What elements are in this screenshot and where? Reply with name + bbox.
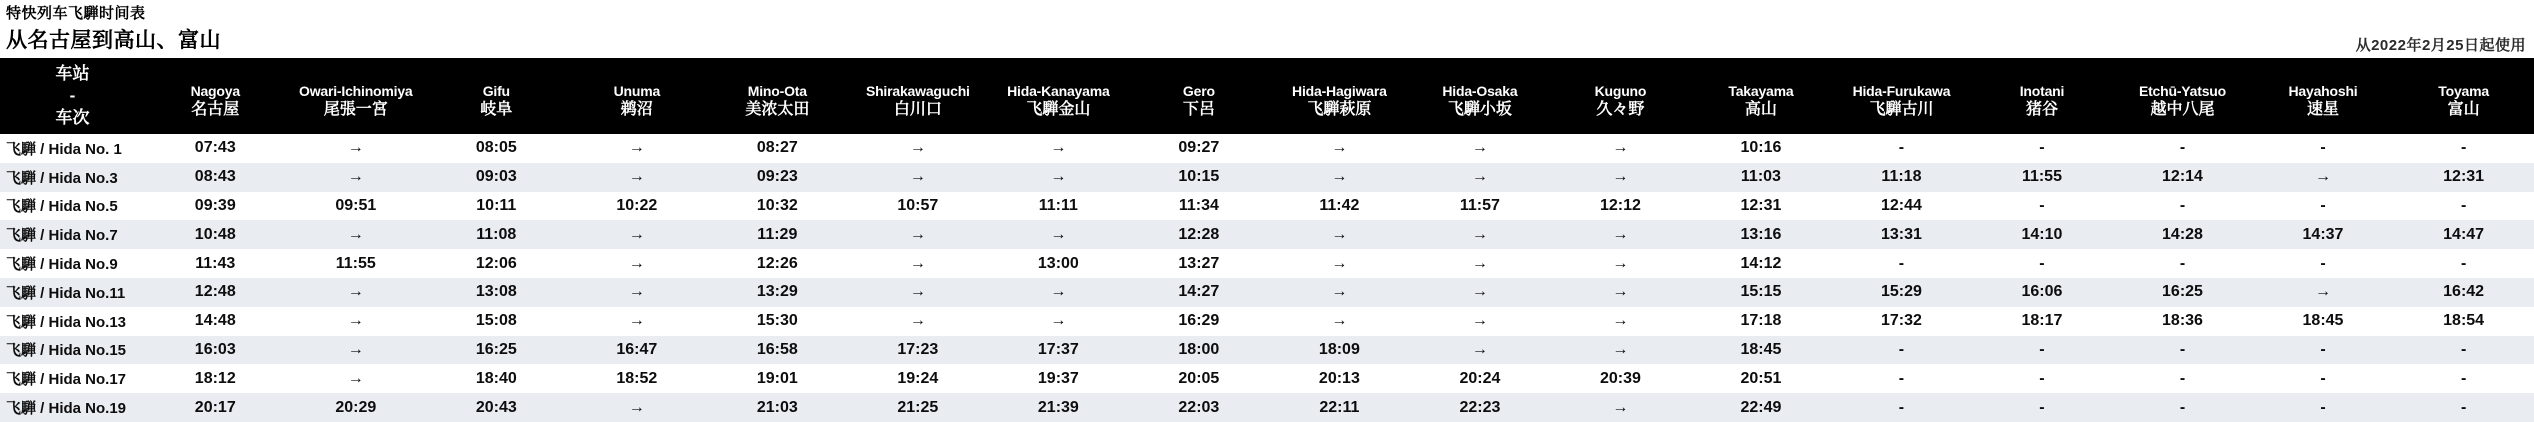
time-cell: 18:09 <box>1318 340 1360 358</box>
timetable-table <box>0 58 2534 422</box>
time-cell: 11:43 <box>195 254 236 272</box>
time-cell: 14:27 <box>1178 283 1220 301</box>
pass-arrow-cell: → <box>1471 340 1488 358</box>
station-name-zh: 久々野 <box>1596 100 1645 118</box>
time-cell: 22:23 <box>1459 398 1501 416</box>
pass-arrow-cell: → <box>347 312 364 330</box>
station-name-en: Hida-Hagiwara <box>1292 82 1387 99</box>
time-cell: 21:25 <box>897 398 939 416</box>
pass-arrow-cell: → <box>347 340 364 358</box>
time-cell: 12:14 <box>2162 168 2203 186</box>
station-name-en: Shirakawaguchi <box>865 82 970 99</box>
time-cell: 16:03 <box>194 340 236 358</box>
pass-arrow-cell: → <box>1331 254 1348 272</box>
time-cell: 20:29 <box>335 398 377 416</box>
station-header <box>2393 58 2534 134</box>
time-cell: 11:55 <box>335 254 376 272</box>
station-name-zh: 下呂 <box>1182 100 1215 118</box>
table-row <box>0 336 2534 365</box>
station-header <box>1972 58 2113 134</box>
effective-date-note: 从2022年2月25日起使用 <box>2355 37 2526 54</box>
pass-arrow-cell: → <box>1331 225 1348 243</box>
time-cell: 12:28 <box>1178 225 1220 243</box>
timetable-header <box>0 58 2534 134</box>
time-cell: 13:31 <box>1880 225 1922 243</box>
page-subtitle: 从名古屋到高山、富山 <box>6 29 221 52</box>
time-cell: 19:01 <box>756 369 798 387</box>
station-name-zh: 飞騨小坂 <box>1447 100 1512 118</box>
pass-arrow-cell: → <box>1612 254 1629 272</box>
time-cell: 14:48 <box>194 312 236 330</box>
station-name-en: Hida-Furukawa <box>1852 82 1951 99</box>
pass-arrow-cell: → <box>1471 139 1488 157</box>
no-service-cell: - <box>2039 340 2045 358</box>
station-name-en: Nagoya <box>190 82 240 99</box>
station-name-zh: 飞騨金山 <box>1026 100 1091 118</box>
time-cell: 10:15 <box>1178 168 1220 186</box>
pass-arrow-cell: → <box>909 312 926 330</box>
station-name-zh: 名古屋 <box>191 100 240 118</box>
time-cell: 08:05 <box>475 139 517 157</box>
train-name: 飞騨 / Hida No.15 <box>6 342 127 360</box>
station-header <box>1691 58 1832 134</box>
table-row <box>0 307 2534 336</box>
table-row <box>0 192 2534 221</box>
station-name-zh: 富山 <box>2447 100 2480 118</box>
station-header <box>567 58 708 134</box>
time-cell: 13:00 <box>1037 254 1079 272</box>
pass-arrow-cell: → <box>1331 139 1348 157</box>
no-service-cell: - <box>1898 254 1905 272</box>
time-cell: 17:37 <box>1037 340 1079 358</box>
pass-arrow-cell: → <box>2314 168 2331 186</box>
pass-arrow-cell: → <box>1471 254 1488 272</box>
pass-arrow-cell: → <box>909 139 926 157</box>
time-cell: 19:37 <box>1037 369 1079 387</box>
time-cell: 11:55 <box>2021 168 2062 186</box>
station-name-en: Etchū-Yatsuo <box>2138 82 2226 99</box>
pass-arrow-cell: → <box>1471 168 1488 186</box>
time-cell: 16:25 <box>475 340 517 358</box>
time-cell: 13:29 <box>756 283 798 301</box>
time-cell: 14:47 <box>2443 225 2485 243</box>
time-cell: 18:54 <box>2443 312 2485 330</box>
no-service-cell: - <box>2039 139 2045 157</box>
no-service-cell: - <box>2179 369 2186 387</box>
time-cell: 15:08 <box>475 312 517 330</box>
pass-arrow-cell: → <box>909 225 926 243</box>
time-cell: 14:10 <box>2021 225 2063 243</box>
time-cell: 10:32 <box>756 196 798 214</box>
no-service-cell: - <box>2460 369 2467 387</box>
no-service-cell: - <box>2179 139 2186 157</box>
corner-header-line2: - <box>69 86 76 105</box>
time-cell: 11:11 <box>1038 196 1078 214</box>
time-cell: 15:30 <box>756 312 798 330</box>
station-header <box>1831 58 1972 134</box>
no-service-cell: - <box>2320 196 2326 214</box>
time-cell: 09:23 <box>756 168 798 186</box>
time-cell: 12:31 <box>1740 196 1782 214</box>
station-header <box>1550 58 1691 134</box>
station-name-zh: 猪谷 <box>2025 100 2058 118</box>
table-row <box>0 364 2534 393</box>
time-cell: 20:43 <box>475 398 517 416</box>
station-name-en: Hida-Kanayama <box>1007 82 1110 99</box>
pass-arrow-cell: → <box>628 168 645 186</box>
pass-arrow-cell: → <box>1050 168 1067 186</box>
no-service-cell: - <box>1898 139 1905 157</box>
train-name: 飞騨 / Hida No.9 <box>6 256 118 274</box>
time-cell: 14:12 <box>1740 254 1782 272</box>
table-row <box>0 220 2534 249</box>
time-cell: 10:48 <box>194 225 236 243</box>
no-service-cell: - <box>2320 254 2326 272</box>
time-cell: 10:57 <box>897 196 939 214</box>
time-cell: 18:52 <box>616 369 658 387</box>
time-cell: 16:58 <box>756 340 798 358</box>
no-service-cell: - <box>1898 398 1905 416</box>
station-name-zh: 飞騨古川 <box>1869 100 1934 118</box>
station-name-zh: 岐阜 <box>480 100 513 118</box>
time-cell: 16:06 <box>2021 283 2063 301</box>
time-cell: 21:03 <box>756 398 798 416</box>
time-cell: 18:40 <box>475 369 517 387</box>
no-service-cell: - <box>2460 139 2467 157</box>
pass-arrow-cell: → <box>1471 283 1488 301</box>
no-service-cell: - <box>1898 369 1905 387</box>
pass-arrow-cell: → <box>1050 139 1067 157</box>
station-name-en: Gero <box>1182 82 1215 99</box>
time-cell: 19:24 <box>897 369 939 387</box>
train-name: 飞騨 / Hida No.7 <box>6 227 118 245</box>
pass-arrow-cell: → <box>1612 168 1629 186</box>
time-cell: 14:37 <box>2302 225 2344 243</box>
no-service-cell: - <box>2320 369 2326 387</box>
station-header <box>1129 58 1270 134</box>
train-name: 飞騨 / Hida No.17 <box>6 371 127 389</box>
no-service-cell: - <box>2179 254 2186 272</box>
time-cell: 18:45 <box>2302 312 2344 330</box>
station-name-en: Inotani <box>2019 82 2065 99</box>
train-name: 飞騨 / Hida No.19 <box>6 400 127 418</box>
corner-header-line1: 车站 <box>55 64 90 83</box>
pass-arrow-cell: → <box>628 225 645 243</box>
pass-arrow-cell: → <box>1612 398 1629 416</box>
table-row <box>0 134 2534 163</box>
station-name-zh: 飞騨萩原 <box>1307 100 1372 118</box>
pass-arrow-cell: → <box>1331 312 1348 330</box>
pass-arrow-cell: → <box>909 168 926 186</box>
time-cell: 08:43 <box>194 168 236 186</box>
train-name: 飞騨 / Hida No.11 <box>6 284 126 302</box>
time-cell: 16:42 <box>2443 283 2485 301</box>
table-row <box>0 249 2534 278</box>
time-cell: 20:39 <box>1599 369 1641 387</box>
pass-arrow-cell: → <box>1612 283 1629 301</box>
time-cell: 14:28 <box>2162 225 2203 243</box>
time-cell: 21:39 <box>1037 398 1079 416</box>
station-name-en: Toyama <box>2438 82 2489 99</box>
timetable-body <box>0 134 2534 422</box>
time-cell: 12:31 <box>2443 168 2485 186</box>
time-cell: 18:12 <box>194 369 236 387</box>
time-cell: 18:36 <box>2162 312 2203 330</box>
pass-arrow-cell: → <box>1331 283 1348 301</box>
time-cell: 12:44 <box>1880 196 1922 214</box>
pass-arrow-cell: → <box>347 283 364 301</box>
station-header <box>145 58 286 134</box>
header-row <box>0 58 2534 134</box>
time-cell: 09:27 <box>1178 139 1220 157</box>
time-cell: 09:51 <box>335 196 377 214</box>
time-cell: 15:15 <box>1740 283 1782 301</box>
pass-arrow-cell: → <box>2314 283 2331 301</box>
station-name-en: Gifu <box>482 82 510 99</box>
pass-arrow-cell: → <box>628 398 645 416</box>
no-service-cell: - <box>1898 340 1905 358</box>
train-name: 飞騨 / Hida No. 1 <box>6 140 122 158</box>
time-cell: 17:32 <box>1880 312 1922 330</box>
no-service-cell: - <box>2320 398 2326 416</box>
time-cell: 08:27 <box>756 139 798 157</box>
time-cell: 20:13 <box>1318 369 1360 387</box>
no-service-cell: - <box>2039 369 2045 387</box>
pass-arrow-cell: → <box>1471 312 1488 330</box>
pass-arrow-cell: → <box>347 369 364 387</box>
pass-arrow-cell: → <box>1612 340 1629 358</box>
time-cell: 11:42 <box>1319 196 1360 214</box>
time-cell: 20:51 <box>1740 369 1782 387</box>
time-cell: 12:26 <box>756 254 798 272</box>
no-service-cell: - <box>2179 196 2186 214</box>
no-service-cell: - <box>2039 398 2045 416</box>
time-cell: 22:49 <box>1740 398 1782 416</box>
train-name: 飞騨 / Hida No.13 <box>6 313 127 331</box>
pass-arrow-cell: → <box>1612 312 1629 330</box>
pass-arrow-cell: → <box>1331 168 1348 186</box>
time-cell: 13:16 <box>1740 225 1782 243</box>
time-cell: 20:24 <box>1459 369 1501 387</box>
time-cell: 17:23 <box>897 340 939 358</box>
time-cell: 11:08 <box>476 225 517 243</box>
station-name-zh: 鹈沼 <box>620 100 653 118</box>
time-cell: 12:06 <box>475 254 517 272</box>
no-service-cell: - <box>2320 340 2326 358</box>
table-row <box>0 393 2534 422</box>
station-name-zh: 美浓太田 <box>745 100 810 118</box>
time-cell: 10:22 <box>616 196 658 214</box>
time-cell: 09:39 <box>194 196 236 214</box>
station-header <box>2253 58 2394 134</box>
time-cell: 22:11 <box>1319 398 1360 416</box>
pass-arrow-cell: → <box>347 139 364 157</box>
no-service-cell: - <box>2179 340 2186 358</box>
train-name: 飞騨 / Hida No.3 <box>6 169 118 187</box>
corner-header <box>0 58 145 134</box>
station-name-zh: 白川口 <box>893 100 942 118</box>
time-cell: 20:05 <box>1178 369 1220 387</box>
time-cell: 15:29 <box>1880 283 1922 301</box>
time-cell: 16:47 <box>616 340 658 358</box>
pass-arrow-cell: → <box>1050 283 1067 301</box>
page-title: 特快列车飞騨时间表 <box>6 5 146 22</box>
pass-arrow-cell: → <box>1471 225 1488 243</box>
station-name-en: Owari-Ichinomiya <box>299 82 413 99</box>
station-header <box>426 58 567 134</box>
station-name-en: Kuguno <box>1594 82 1647 99</box>
pass-arrow-cell: → <box>1612 139 1629 157</box>
time-cell: 16:25 <box>2162 283 2203 301</box>
time-cell: 22:03 <box>1178 398 1220 416</box>
no-service-cell: - <box>2460 398 2467 416</box>
time-cell: 12:12 <box>1599 196 1641 214</box>
time-cell: 18:17 <box>2021 312 2063 330</box>
station-header <box>707 58 848 134</box>
station-header <box>988 58 1129 134</box>
station-name-en: Mino-Ota <box>747 82 807 99</box>
no-service-cell: - <box>2039 254 2045 272</box>
station-header <box>2112 58 2253 134</box>
table-row <box>0 163 2534 192</box>
pass-arrow-cell: → <box>1612 225 1629 243</box>
no-service-cell: - <box>2039 196 2045 214</box>
station-name-zh: 高山 <box>1744 100 1777 118</box>
station-header <box>1410 58 1551 134</box>
time-cell: 17:18 <box>1740 312 1782 330</box>
pass-arrow-cell: → <box>347 168 364 186</box>
table-row <box>0 278 2534 307</box>
station-name-zh: 尾張一宮 <box>323 100 388 118</box>
station-header <box>848 58 989 134</box>
time-cell: 12:48 <box>194 283 236 301</box>
no-service-cell: - <box>2460 254 2467 272</box>
time-cell: 11:29 <box>757 225 798 243</box>
station-name-en: Hida-Osaka <box>1442 82 1518 99</box>
pass-arrow-cell: → <box>909 254 926 272</box>
time-cell: 20:17 <box>194 398 236 416</box>
station-name-en: Unuma <box>613 82 661 99</box>
train-name: 飞騨 / Hida No.5 <box>6 198 118 216</box>
time-cell: 10:16 <box>1740 139 1782 157</box>
pass-arrow-cell: → <box>628 312 645 330</box>
time-cell: 11:18 <box>1881 168 1922 186</box>
station-name-zh: 越中八尾 <box>2150 100 2215 118</box>
pass-arrow-cell: → <box>1050 225 1067 243</box>
pass-arrow-cell: → <box>909 283 926 301</box>
corner-header-line3: 车次 <box>55 108 90 127</box>
time-cell: 07:43 <box>194 139 236 157</box>
pass-arrow-cell: → <box>628 139 645 157</box>
station-header <box>286 58 427 134</box>
time-cell: 11:57 <box>1459 196 1500 214</box>
pass-arrow-cell: → <box>347 225 364 243</box>
time-cell: 13:27 <box>1178 254 1220 272</box>
time-cell: 18:00 <box>1178 340 1220 358</box>
pass-arrow-cell: → <box>628 254 645 272</box>
no-service-cell: - <box>2460 340 2467 358</box>
time-cell: 11:34 <box>1178 196 1219 214</box>
pass-arrow-cell: → <box>1050 312 1067 330</box>
time-cell: 16:29 <box>1178 312 1220 330</box>
page-header <box>0 0 2534 58</box>
time-cell: 18:45 <box>1740 340 1782 358</box>
time-cell: 11:03 <box>1740 168 1781 186</box>
station-header <box>1269 58 1410 134</box>
station-name-en: Hayahoshi <box>2288 82 2358 99</box>
time-cell: 13:08 <box>475 283 517 301</box>
station-name-zh: 速星 <box>2306 100 2339 118</box>
time-cell: 10:11 <box>476 196 517 214</box>
no-service-cell: - <box>2179 398 2186 416</box>
no-service-cell: - <box>2460 196 2467 214</box>
pass-arrow-cell: → <box>628 283 645 301</box>
station-name-en: Takayama <box>1728 82 1794 99</box>
no-service-cell: - <box>2320 139 2326 157</box>
time-cell: 09:03 <box>475 168 517 186</box>
